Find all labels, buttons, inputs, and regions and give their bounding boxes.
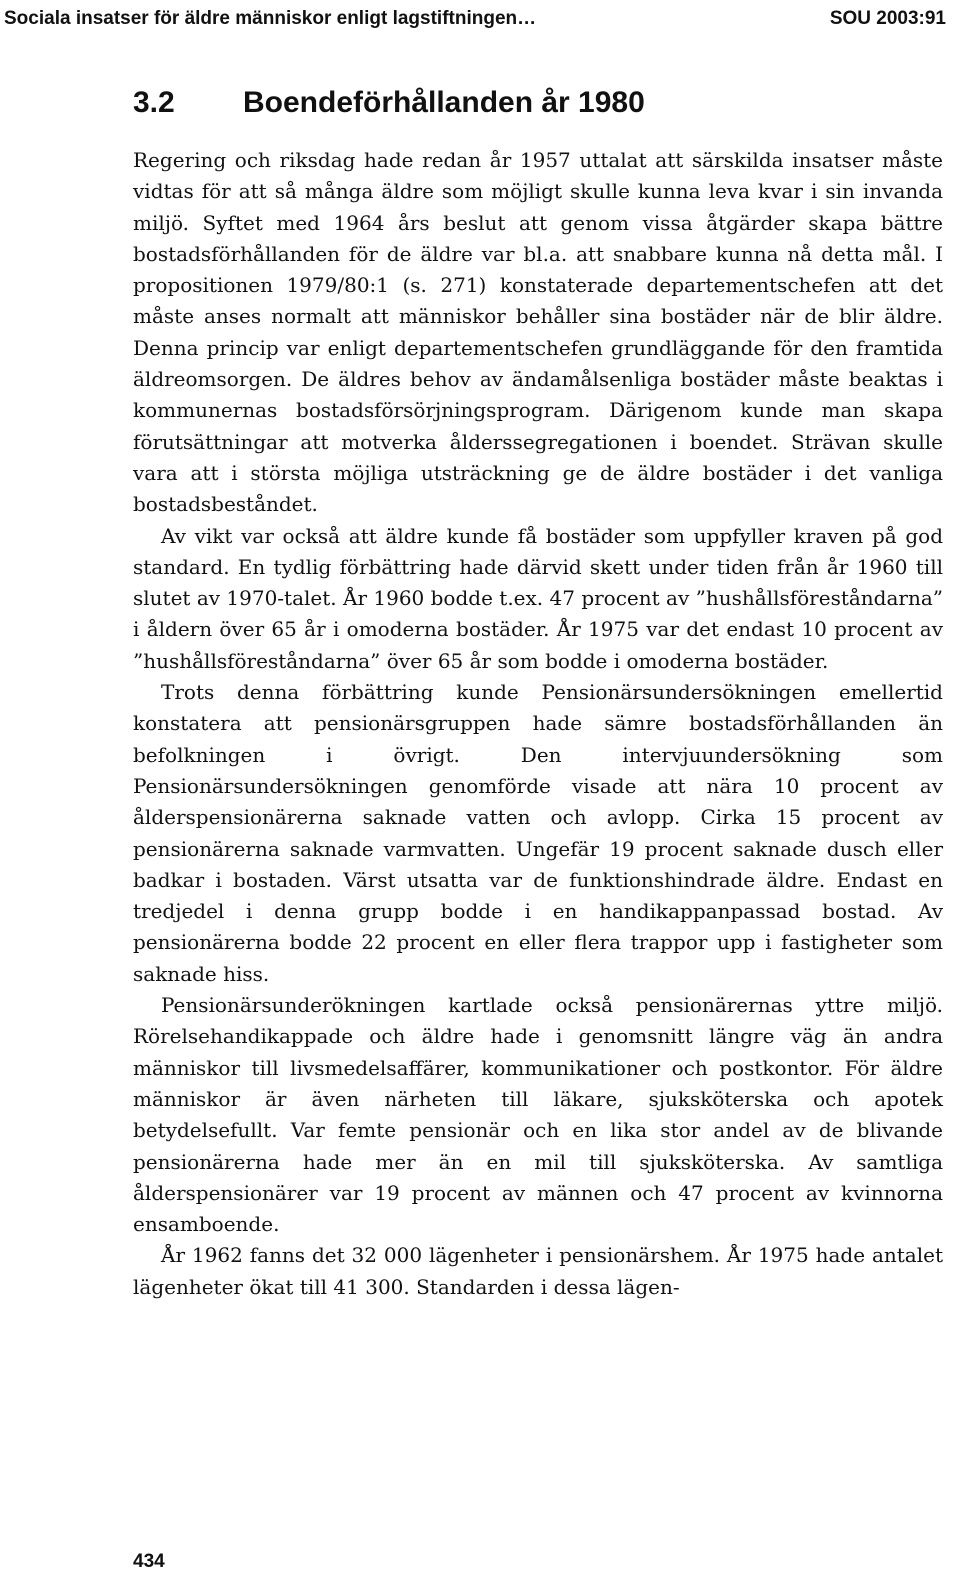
body-text bbox=[133, 145, 943, 1303]
page-number: 434 bbox=[133, 1551, 165, 1572]
section-heading bbox=[133, 86, 645, 120]
running-header-report-id: SOU 2003:91 bbox=[829, 8, 946, 29]
section-number: 3.2 bbox=[133, 86, 175, 119]
paragraph-1: Regering och riksdag hade redan år 1957 uttalat att särskilda insatser måste vidtas för att så många äldre som möjligt skulle kunna leva kvar i sin invanda miljö. Syftet med 1964 års beslut att genom vissa åtgärder skapa bättre bostadsförhållanden för de äldre var bl.a. att snabbare kunna nå detta mål. I propositionen 1979/80:1 (s. 271) konstaterade departementschefen att det måste anses normalt att människor behåller sina bostäder när de blir äldre. Denna princip var enligt departementschefen grundläggande för den framtida äldreomsorgen. De äldres behov av ändamålsenliga bostäder måste beaktas i kommunernas bostadsförsörjningsprogram. Därigenom kunde man skapa förutsättningar att motverka ålderssegregationen i boendet. Strävan skulle vara att i största möjliga utsträckning ge de äldre bostäder i det vanliga bostadsbeståndet. bbox=[133, 148, 943, 517]
paragraph-4: Pensionärsunderökningen kartlade också pensionärernas yttre miljö. Rörelsehandikappade och äldre hade i genomsnitt längre väg än andra människor till livsmedelsaffärer, kommunikationer och postkontor. För äldre människor är även närheten till läkare, sjuksköterska och apotek betydelsefullt. Var femte pensionär och en lika stor andel av de blivande pensionärerna hade mer än en mil till sjuksköterska. Av samtliga ålderspensionärer var 19 procent av männen och 47 procent av kvinnorna ensamboende. bbox=[133, 993, 943, 1237]
paragraph-3: Trots denna förbättring kunde Pensionärsundersökningen emellertid konstatera att pensionärsgruppen hade sämre bostadsförhållanden än befolkningen i övrigt. Den intervjuundersökning som Pensionärsundersökningen genomförde visade att nära 10 procent av ålderspensionärerna saknade vatten och avlopp. Cirka 15 procent av pensionärerna saknade varmvatten. Ungefär 19 procent saknade dusch eller badkar i bostaden. Värst utsatta var de funktionshindrade äldre. Endast en tredjedel i denna grupp bodde i en handikappanpassad bostad. Av pensionärerna bodde 22 procent en eller flera trappor upp i fastigheter som saknade hiss. bbox=[133, 680, 943, 986]
section-title: Boendeförhållanden år 1980 bbox=[243, 86, 645, 119]
paragraph-2: Av vikt var också att äldre kunde få bostäder som uppfyller kraven på god standard. En tydlig förbättring hade därvid skett under tiden från år 1960 till slutet av 1970-talet. År 1960 bodde t.ex. 47 procent av ”hushållsföreståndarna” i åldern över 65 år i omoderna bostäder. År 1975 var det endast 10 procent av ”hushållsföreståndarna” över 65 år som bodde i omoderna bostäder. bbox=[133, 523, 943, 673]
running-header bbox=[4, 8, 946, 30]
paragraph-5: År 1962 fanns det 32 000 lägenheter i pensionärshem. År 1975 hade antalet lägenheter ökat till 41 300. Standarden i dessa lägen- bbox=[133, 1243, 943, 1299]
running-header-title: Sociala insatser för äldre människor enligt lagstiftningen… bbox=[4, 8, 537, 29]
